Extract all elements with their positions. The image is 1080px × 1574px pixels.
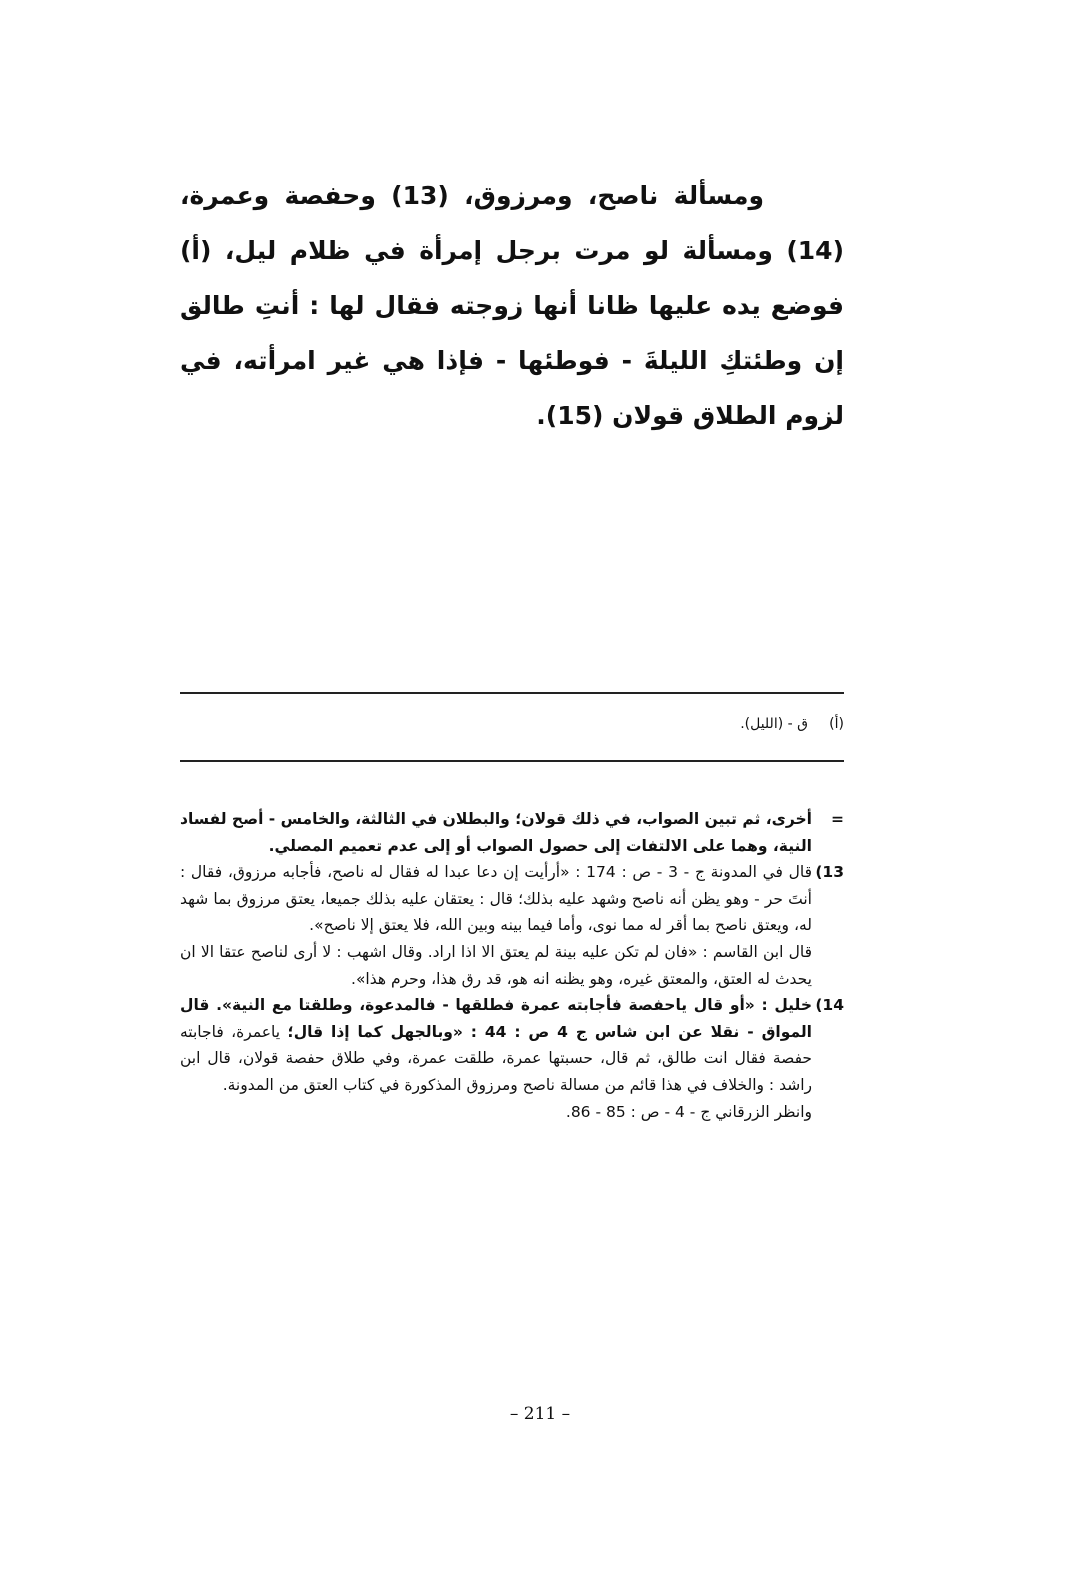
footnote-14-marker: 14) (815, 996, 844, 1015)
editor-note-text: ق - (الليل). (740, 716, 808, 732)
footnote-13-paragraph-1: قال في المدونة ج - 3 - ص : 174 : «أرأيت إن دعا عبدا له فقال له ناصح، فأجابه مرزوق، فقال : أنتَ حر - وهو يظن أنه ناصح وشهد عليه بذلك؛ قال : يعتقان عليه بذلك جميعا، يعتق مرزوق بما شهد له، ويعتق ناصح بما أقر له مما نوى، وأما فيما بينه وبين الله، فلا يعتق إلا ناصح». (180, 863, 812, 935)
page-number: – 211 – (509, 1404, 571, 1424)
footnote-separator-bottom (180, 760, 844, 762)
footnote-14-rest: ياعمرة، فاجابته حفصة فقال انت طالق، ثم قال، حسبتها عمرة، طلقت عمرة، وفي طلاق حفصة قولان، قال ابن راشد : والخلاف في هذا قائم من مسالة ناصح ومرزوق المذكورة في كتاب العتق من المدونة. (180, 1022, 812, 1094)
footnote-13 (180, 859, 844, 992)
main-paragraph: ومسألة ناصح، ومرزوق، (13) وحفصة وعمرة، (14) ومسألة لو مرت برجل إمرأة في ظلام ليل، (أ) فوضع يده عليها ظانا أنها زوجته فقال لها : أنتِ طالق إن وطئتكِ الليلةَ - فوطئها - فإذا هي غير امرأته، في لزوم الطلاق قولان (15). (180, 181, 844, 430)
editor-note-marker: (أ) (829, 716, 844, 732)
footnote-13-marker: 13) (815, 863, 844, 882)
footnote-separator-top (180, 692, 844, 694)
footnote-continued (180, 806, 844, 859)
editor-note (600, 716, 844, 732)
footnote-continued-marker: = (831, 810, 844, 828)
footnote-14-paragraph-1 (180, 992, 812, 1098)
footnote-14-paragraph-2: وانظر الزرقاني ج - 4 - ص : 85 - 86. (565, 1102, 812, 1121)
footnotes-block (180, 806, 844, 1125)
footnote-14 (180, 992, 844, 1125)
footnote-13-paragraph-2: قال ابن القاسم : «فان لم تكن عليه بينة لم يعتق الا اذا اراد. وقال اشهب : لا أرى لناصح عتقا الا ان يحدث له العتق، والمعتق غيره، وهو يظنه انه هو، قد رق هذا، وحرم هذا». (180, 942, 812, 988)
footnote-continued-text: أخرى، ثم تبين الصواب، في ذلك قولان؛ والبطلان في الثالثة، والخامس - أصح لفساد النية، وهما على الالتفات إلى حصول الصواب أو إلى عدم تعميم المصلي. (180, 810, 812, 855)
footnote-14-lead: خليل : «أو قال ياحفصة فأجابته عمرة فطلقها - فالمدعوة، وطلقتا مع النية». قال المواق - نقلا عن ابن شاس ج 4 ص : 44 : «وبالجهل كما إذا قال؛ (180, 996, 812, 1041)
main-text-block (180, 168, 844, 443)
